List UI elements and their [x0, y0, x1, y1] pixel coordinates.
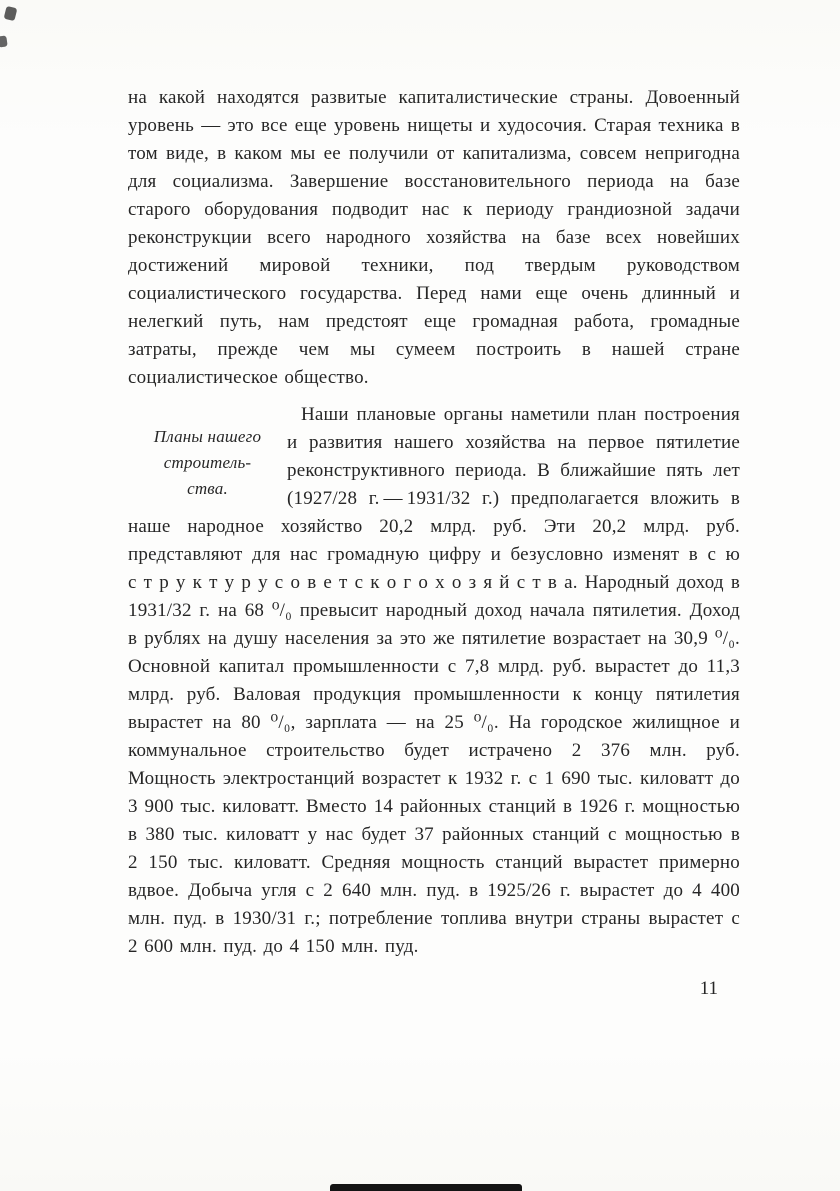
margin-note-line: ства.	[187, 479, 228, 498]
margin-note-line: строитель-	[163, 453, 252, 472]
scan-artifact-left-edge	[0, 35, 8, 47]
text-block	[128, 84, 740, 1001]
paragraph-continuation: на какой находятся развитые капиталистические страны. Довоенный уровень — это все еще уровень нищеты и худосочия. Старая техника в том виде, в каком мы ее получили от капитализма, совсем непригодна для социализма. Завершение восстановительного периода на базе старого оборудования подводит нас к периоду грандиозной задачи реконструкции всего народного хозяйства на базе всех новейших достижений мировой техники, под твердым руководством социалистического государства. Перед нами еще очень длинный и нелегкий путь, нам предстоят еще громадная работа, громадные затраты, прежде чем мы сумеем построить в нашей стране социалистическое общество.	[128, 87, 740, 388]
paragraph-five-year-plan	[128, 401, 740, 961]
scan-artifact-bottom-edge	[330, 1184, 522, 1191]
margin-note-line: Планы нашего	[153, 427, 262, 446]
scan-artifact-top-left	[4, 6, 18, 21]
margin-note	[128, 401, 287, 513]
page-number: 11	[699, 978, 718, 999]
paragraph-text: Наши плановые органы наметили план построения и развития нашего хозяйства на первое пятилетие реконструктивного периода. В ближайшие пять лет (1927/28 г. — 1931/32 г.) предполагается вложить в наше народное хозяйство 20,2 млрд. руб. Эти 20,2 млрд. руб. представляют для нас громадную цифру и безусловно изменят в с ю с т р у к т у р у с о в е т с к о г о х о з я й с т в а. Народный доход в 1931/32 г. на 68 ⁰/₀ превысит народный доход начала пятилетия. Доход в рублях на душу населения за это же пятилетие возрастает на 30,9 ⁰/₀. Основной капитал промышленности с 7,8 млрд. руб. вырастет до 11,3 млрд. руб. Валовая продукция промышленности к концу пятилетия вырастет на 80 ⁰/₀, зарплата — на 25 ⁰/₀. На городское жилищное и коммунальное строительство будет истрачено 2 376 млн. руб. Мощность электростанций возрастет к 1932 г. с 1 690 тыс. киловатт до 3 900 тыс. киловатт. Вместо 14 районных станций в 1926 г. мощностью в 380 тыс. киловатт у нас будет 37 районных станций с мощностью в 2 150 тыс. киловатт. Средняя мощность станций вырастет примерно вдвое. Добыча угля с 2 640 млн. пуд. в 1925/26 г. вырастет до 4 400 млн. пуд. в 1930/31 г.; потребление топлива внутри страны вырастет с 2 600 млн. пуд. до 4 150 млн. пуд.	[128, 404, 740, 957]
